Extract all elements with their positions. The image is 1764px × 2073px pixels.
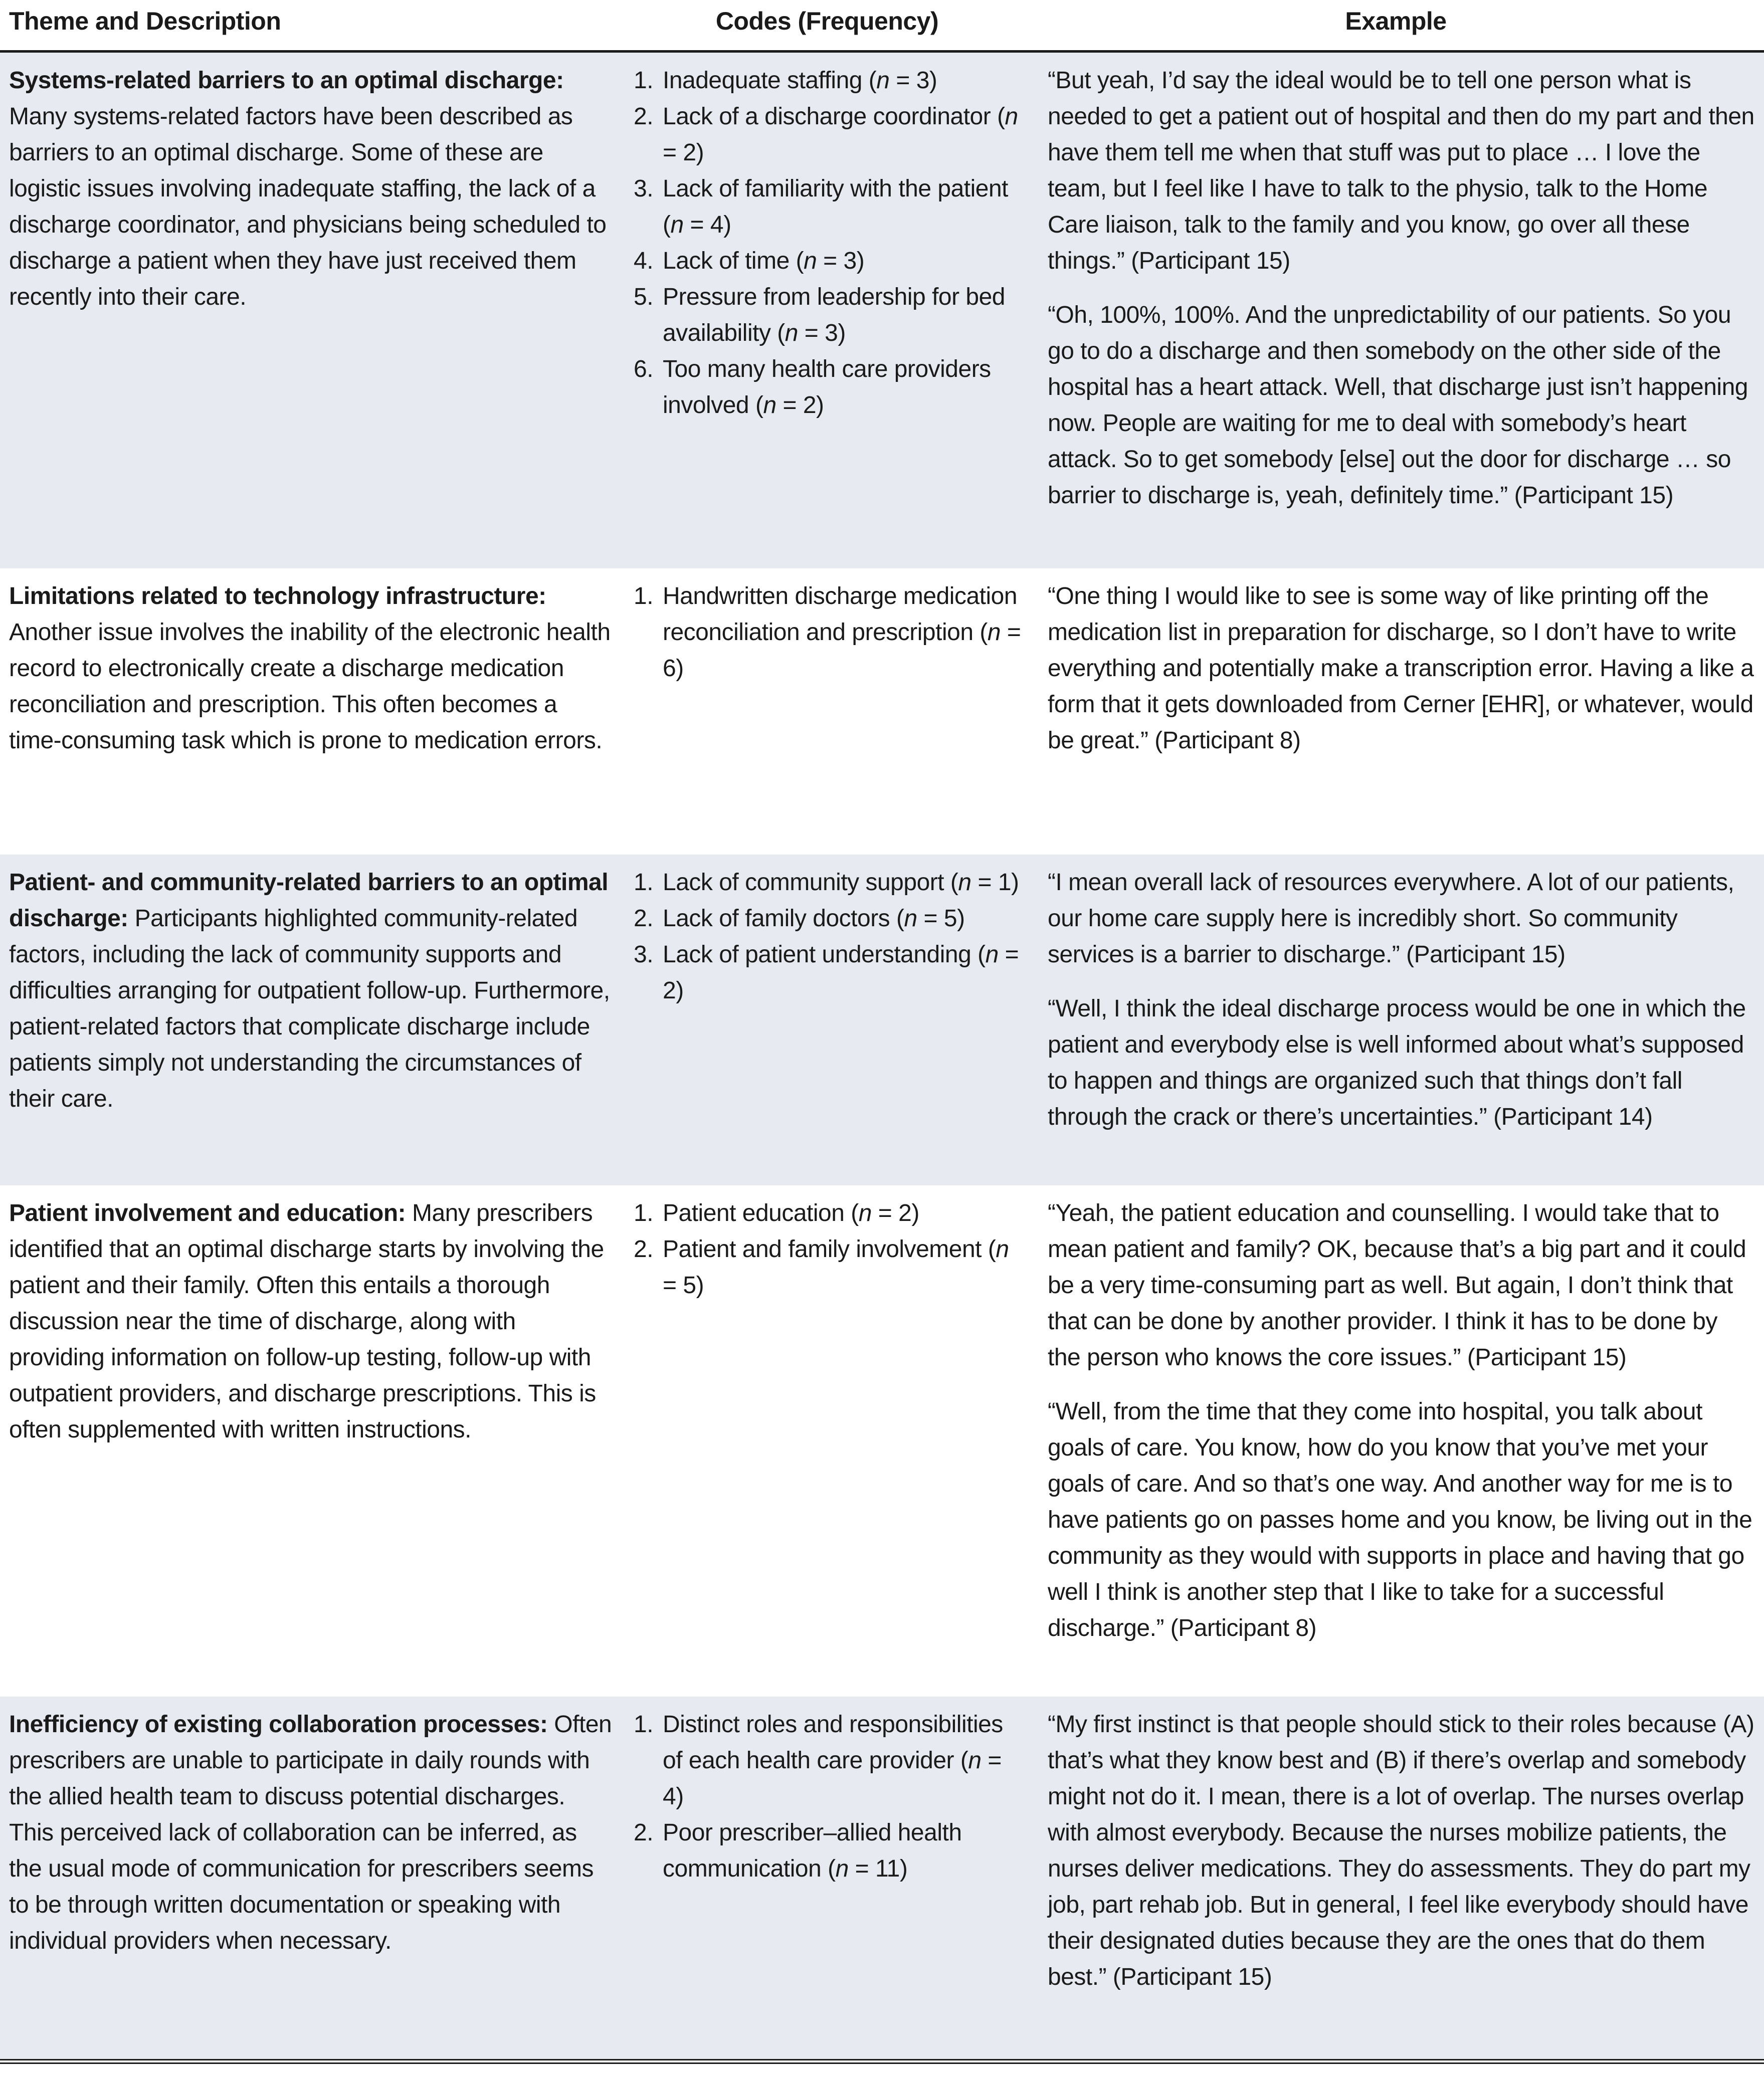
codes-cell bbox=[627, 53, 1028, 568]
code-label: Lack of time (n = 3) bbox=[663, 248, 865, 274]
code-label: Patient and family involvement (n = 5) bbox=[663, 1236, 1009, 1299]
codes-cell bbox=[627, 1697, 1028, 2059]
code-label: Lack of familiarity with the patient (n = 4) bbox=[663, 175, 1008, 238]
code-label: Patient education (n = 2) bbox=[663, 1200, 919, 1226]
theme-title: Systems-related barriers to an optimal discharge: bbox=[9, 67, 564, 94]
theme-description bbox=[9, 1195, 614, 1448]
table-row bbox=[0, 53, 1764, 568]
code-number: 4. bbox=[634, 248, 654, 274]
table-row bbox=[0, 568, 1764, 855]
code-label: Poor prescriber–allied health communication (n = 11) bbox=[663, 1819, 962, 1882]
theme-title: Inefficiency of existing collaboration processes: bbox=[9, 1711, 548, 1738]
code-label: Too many health care providers involved (n = 2) bbox=[663, 356, 991, 419]
code-number: 2. bbox=[634, 1819, 654, 1846]
example-cell bbox=[1028, 1185, 1764, 1697]
table-body bbox=[0, 53, 1764, 2059]
code-number: 1. bbox=[634, 1711, 654, 1738]
theme-text: Often prescribers are unable to participate in daily rounds with the allied health team to discuss potential discharges. This perceived lack of collaboration can be inferred, as the usual mode of communication for prescribers seems to be through written documentation or speaking with individual providers when necessary. bbox=[9, 1711, 612, 1954]
theme-cell bbox=[0, 568, 627, 855]
code-number: 3. bbox=[634, 941, 654, 968]
theme-description bbox=[9, 1707, 614, 1959]
example-quote: “But yeah, I’d say the ideal would be to tell one person what is needed to get a patient out of hospital and then do my part and then have them tell me when that stuff was put to place … I love the team, but I feel like I have to talk to the physio, talk to the Home Care liaison, talk to the family and you know, go over all these things.” (Participant 15) bbox=[1048, 67, 1754, 274]
theme-text: Many systems-related factors have been described as barriers to an optimal discharge. Some of these are logistic issues involving inadequate staffing, the lack of a discharge coordinator, and physicians being scheduled to discharge a patient when they have just received them recently into their care. bbox=[9, 103, 607, 310]
code-number: 2. bbox=[634, 905, 654, 932]
code-item bbox=[634, 578, 1022, 687]
example-cell bbox=[1028, 855, 1764, 1185]
code-label: Distinct roles and responsibilities of each health care provider (n = 4) bbox=[663, 1711, 1003, 1810]
example-quote: “Well, I think the ideal discharge process would be one in which the patient and everybody else is well informed about what’s supposed to happen and things are organized such that things don’t fall through the crack or there’s uncertainties.” (Participant 14) bbox=[1048, 995, 1746, 1130]
theme-text: Participants highlighted community-related factors, including the lack of community supports and difficulties arranging for outpatient follow-up. Furthermore, patient-related factors that complicate discharge include patients simply not understanding the circumstances of their care. bbox=[9, 905, 610, 1112]
code-number: 6. bbox=[634, 356, 654, 382]
code-item bbox=[634, 1815, 1022, 1887]
code-item bbox=[634, 1195, 1022, 1231]
code-label: Handwritten discharge medication reconciliation and prescription (n = 6) bbox=[663, 583, 1021, 682]
example-quote: “My first instinct is that people should stick to their roles because (A) that’s what they know best and (B) if there’s overlap and somebody might not do it. I mean, there is a lot of overlap. The nurses overlap with almost everybody. Because the nurses mobilize patients, the nurses deliver medications. They do assessments. They do part my job, part rehab job. But in general, I feel like everybody should have their designated duties because they are the ones that do them best.” (Participant 15) bbox=[1048, 1711, 1754, 1990]
table-row bbox=[0, 1185, 1764, 1697]
code-item bbox=[634, 351, 1022, 424]
code-number: 1. bbox=[634, 869, 654, 896]
code-item bbox=[634, 279, 1022, 351]
theme-title: Patient involvement and education: bbox=[9, 1200, 406, 1226]
example-quote: “Oh, 100%, 100%. And the unpredictability of our patients. So you go to do a discharge and then somebody on the other side of the hospital has a heart attack. Well, that discharge just isn’t happening now. People are waiting for me to deal with somebody’s heart attack. So to get somebody [else] out the door for discharge … so barrier to discharge is, yeah, definitely time.” (Participant 15) bbox=[1048, 302, 1748, 509]
column-header-codes-frequency: Codes (Frequency) bbox=[715, 7, 939, 35]
example-cell bbox=[1028, 568, 1764, 855]
code-item bbox=[634, 171, 1022, 243]
codes-cell bbox=[627, 855, 1028, 1185]
code-item bbox=[634, 937, 1022, 1009]
code-item bbox=[634, 99, 1022, 171]
code-label: Pressure from leadership for bed availability (n = 3) bbox=[663, 284, 1005, 346]
column-header-example: Example bbox=[1345, 7, 1447, 35]
theme-title: Patient- and community-related barriers to an optimal discharge: bbox=[9, 869, 609, 932]
code-number: 2. bbox=[634, 103, 654, 130]
example-quote: “One thing I would like to see is some way of like printing off the medication list in preparation for discharge, so I don’t have to write everything and potentially make a transcription error. Having a like a form that it gets downloaded from Cerner [EHR], or whatever, would be great.” (Participant 8) bbox=[1048, 583, 1754, 754]
code-label: Lack of patient understanding (n = 2) bbox=[663, 941, 1019, 1004]
theme-text: Another issue involves the inability of the electronic health record to electronically create a discharge medication reconciliation and prescription. This often becomes a time-consuming task which is prone to medication errors. bbox=[9, 619, 611, 754]
theme-description bbox=[9, 865, 614, 1117]
example-cell bbox=[1028, 1697, 1764, 2059]
code-number: 2. bbox=[634, 1236, 654, 1263]
column-header-theme-and-description: Theme and Description bbox=[9, 7, 281, 35]
code-item bbox=[634, 865, 1022, 901]
code-item bbox=[634, 1707, 1022, 1815]
codes-cell bbox=[627, 568, 1028, 855]
theme-cell bbox=[0, 53, 627, 568]
code-item bbox=[634, 63, 1022, 99]
bottom-margin bbox=[0, 2064, 1764, 2073]
theme-description bbox=[9, 578, 614, 759]
code-item bbox=[634, 243, 1022, 279]
code-number: 5. bbox=[634, 284, 654, 310]
theme-cell bbox=[0, 855, 627, 1185]
example-quote: “I mean overall lack of resources everywhere. A lot of our patients, our home care supply here is incredibly short. So community services is a barrier to discharge.” (Participant 15) bbox=[1048, 869, 1734, 968]
theme-text: Many prescribers identified that an optimal discharge starts by involving the patient and their family. Often this entails a thorough discussion near the time of discharge, along with providing information on follow-up testing, follow-up with outpatient providers, and discharge prescriptions. This is often supplemented with written instructions. bbox=[9, 1200, 604, 1443]
theme-cell bbox=[0, 1185, 627, 1697]
code-number: 1. bbox=[634, 67, 654, 94]
code-number: 1. bbox=[634, 583, 654, 609]
code-item bbox=[634, 1231, 1022, 1304]
table-header-row bbox=[0, 0, 1764, 53]
example-cell bbox=[1028, 53, 1764, 568]
code-number: 1. bbox=[634, 1200, 654, 1226]
code-label: Lack of a discharge coordinator (n = 2) bbox=[663, 103, 1018, 166]
code-label: Lack of family doctors (n = 5) bbox=[663, 905, 965, 932]
example-quote: “Yeah, the patient education and counselling. I would take that to mean patient and family? OK, because that’s a big part and it could be a very time-consuming part as well. But again, I don’t think that that can be done by another provider. I think it has to be done by the person who knows the core issues.” (Participant 15) bbox=[1048, 1200, 1746, 1371]
theme-cell bbox=[0, 1697, 627, 2059]
code-item bbox=[634, 901, 1022, 937]
table-row bbox=[0, 1697, 1764, 2059]
code-number: 3. bbox=[634, 175, 654, 202]
codes-cell bbox=[627, 1185, 1028, 1697]
theme-description bbox=[9, 63, 614, 315]
theme-title: Limitations related to technology infrastructure: bbox=[9, 583, 546, 609]
example-quote: “Well, from the time that they come into hospital, you talk about goals of care. You know, how do you know that you’ve met your goals of care. And so that’s one way. And another way for me is to have patients go on passes home and you know, be living out in the community as they would with supports in place and having that go well I think is another step that I like to take for a successful discharge.” (Participant 8) bbox=[1048, 1398, 1752, 1641]
code-label: Lack of community support (n = 1) bbox=[663, 869, 1019, 896]
table-row bbox=[0, 855, 1764, 1185]
code-label: Inadequate staffing (n = 3) bbox=[663, 67, 937, 94]
